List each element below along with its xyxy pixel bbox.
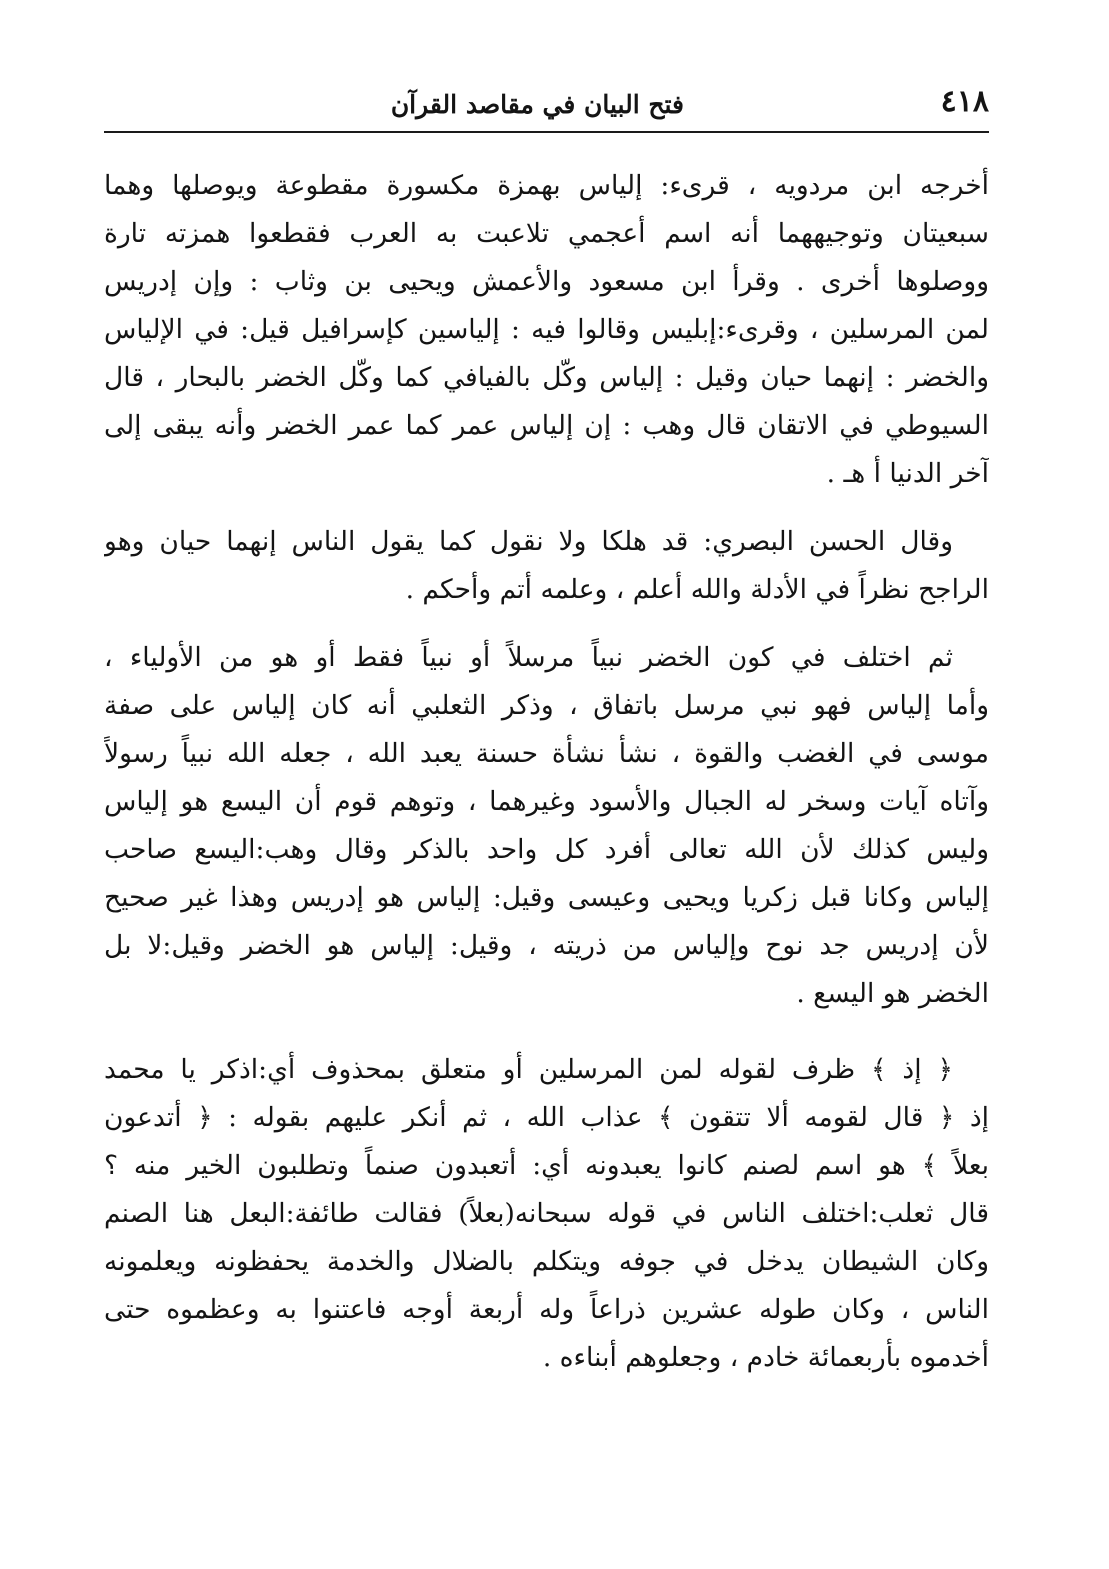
text-line: أخدموه بأربعمائة خادم ، وجعلوهم أبناءه . (542, 1342, 989, 1373)
text-line: قال ثعلب:اختلف الناس في قوله سبحانه(بعلاً) فقالت طائفة:البعل هنا الصنم (104, 1198, 989, 1229)
running-title: فتح البيان في مقاصد القرآن (390, 90, 684, 119)
text-line: الراجح نظراً في الأدلة والله أعلم ، وعلمه أتم وأحكم . (405, 574, 989, 605)
header-rule (104, 131, 989, 133)
text-line: ثم اختلف في كون الخضر نبياً مرسلاً أو نبياً فقط أو هو من الأولياء ، (104, 642, 953, 673)
page-body (104, 162, 989, 1382)
text-line: آخر الدنيا أ هـ . (826, 458, 989, 489)
text-line: ووصلوها أخرى . وقرأ ابن مسعود والأعمش ويحيى بن وثاب : وإن إدريس (104, 266, 989, 297)
text-line: موسى في الغضب والقوة ، نشأ نشأة حسنة يعبد الله ، جعله الله نبياً رسولاً (104, 738, 989, 769)
text-line: إلياس وكانا قبل زكريا ويحيى وعيسى وقيل: إلياس هو إدريس وهذا غير صحيح (104, 882, 989, 913)
text-line: وقال الحسن البصري: قد هلكا ولا نقول كما يقول الناس إنهما حيان وهو (104, 526, 953, 557)
paragraph-2 (104, 518, 989, 614)
text-line: الناس ، وكان طوله عشرين ذراعاً وله أربعة أوجه فاعتنوا به وعظموه حتى (104, 1294, 989, 1325)
text-line: الخضر هو اليسع . (796, 978, 989, 1009)
text-line: وكان الشيطان يدخل في جوفه ويتكلم بالضلال والخدمة يحفظونه ويعلمونه (104, 1246, 989, 1277)
text-line: وليس كذلك لأن الله تعالى أفرد كل واحد بالذكر وقال وهب:اليسع صاحب (104, 834, 989, 865)
text-line: ﴿ إذ ﴾ ظرف لقوله لمن المرسلين أو متعلق بمحذوف أي:اذكر يا محمد (104, 1054, 953, 1085)
paragraph-3 (104, 634, 989, 1018)
text-line: أخرجه ابن مردويه ، قرىء: إلياس بهمزة مكسورة مقطوعة ويوصلها وهما (104, 170, 989, 201)
paragraph-4 (104, 1046, 989, 1382)
text-line: سبعيتان وتوجيههما أنه اسم أعجمي تلاعبت به العرب فقطعوا همزته تارة (104, 218, 989, 249)
text-line: وآتاه آيات وسخر له الجبال والأسود وغيرهما ، وتوهم قوم أن اليسع هو إلياس (104, 786, 989, 817)
paragraph-1 (104, 162, 989, 498)
text-line: السيوطي في الاتقان قال وهب : إن إلياس عمر كما عمر الخضر وأنه يبقى إلى (104, 410, 989, 441)
page-number: ٤١٨ (940, 84, 989, 119)
text-line: والخضر : إنهما حيان وقيل : إلياس وكّل بالفيافي كما وكّل الخضر بالبحار ، قال (104, 362, 989, 393)
page-header (104, 82, 989, 134)
text-line: لمن المرسلين ، وقرىء:إبليس وقالوا فيه : إلياسين كإسرافيل قيل: في الإلياس (104, 314, 989, 345)
text-line: لأن إدريس جد نوح وإلياس من ذريته ، وقيل: إلياس هو الخضر وقيل:لا بل (104, 930, 989, 961)
text-line: إذ ﴿ قال لقومه ألا تتقون ﴾ عذاب الله ، ثم أنكر عليهم بقوله : ﴿ أتدعون (104, 1102, 989, 1133)
text-line: بعلاً ﴾ هو اسم لصنم كانوا يعبدونه أي: أتعبدون صنماً وتطلبون الخير منه ؟ (104, 1150, 989, 1181)
text-line: وأما إلياس فهو نبي مرسل باتفاق ، وذكر الثعلبي أنه كان إلياس على صفة (104, 690, 989, 721)
